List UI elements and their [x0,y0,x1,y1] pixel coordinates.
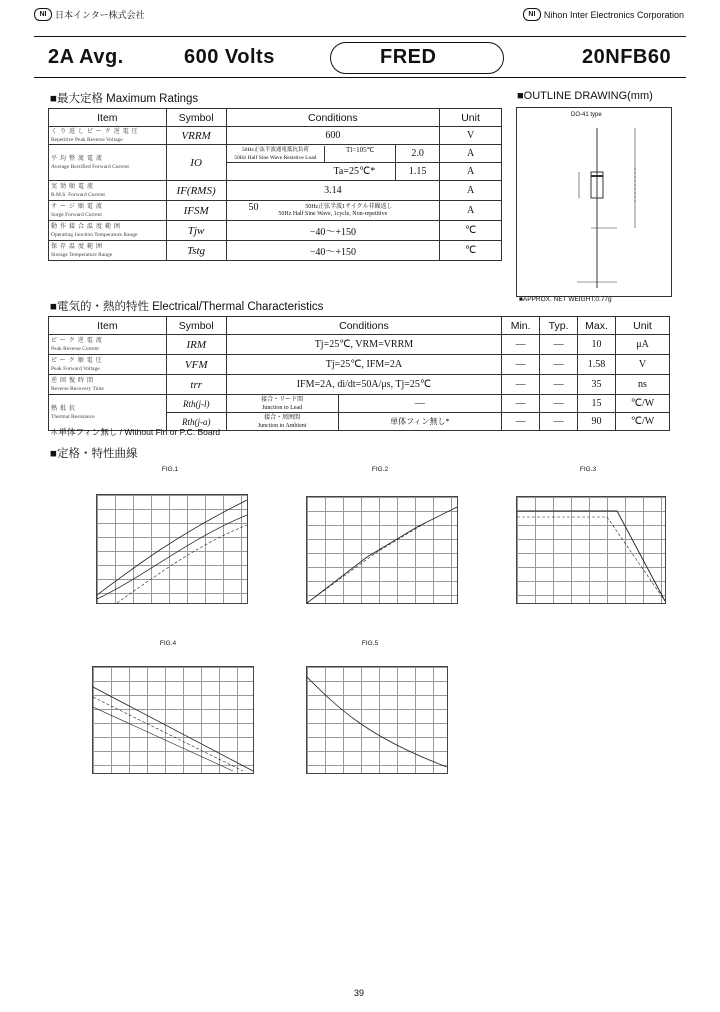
item-en: Average Rectified Forward Current [51,163,129,170]
company-name-jp: 日本インター株式会社 [55,10,145,20]
symbol: VFM [166,355,226,375]
col-item: Item [49,317,167,335]
unit: ℃/W [616,413,670,431]
ni-logo-icon: NI [34,8,52,21]
table-row [49,355,670,375]
item-en: Operating Junction Temperature Range [51,231,138,238]
table-row [49,145,502,163]
cond-jp: 接合・リード間 [261,396,304,403]
col-symbol: Symbol [166,109,226,127]
symbol: Rth(j-l) [166,395,226,413]
max: 15 [578,395,616,413]
outline-weight: ■APPROX. NET WEIGHT:0.77g [519,296,612,303]
max-ratings-heading: ■最大定格 Maximum Ratings [50,93,199,105]
col-conditions: Conditions [226,109,440,127]
typ: — [540,355,578,375]
item-jp: くり返しピーク逆電圧 [51,128,141,135]
unit: V [616,355,670,375]
table-row [49,395,670,413]
cond-en: Junction to Lead [262,404,303,411]
outline-type: DO-41 type [571,112,602,118]
cond-note: 50Hz正弦半波1サイクル非繰返し [305,203,393,210]
fig-label: FIG.5 [361,640,379,647]
cond-en: 50Hz Half Sine Wave, 1cycle, Non-repetitive [278,210,388,217]
item-en: Peak Reverse Current [51,345,99,352]
outline-drawing [516,107,672,297]
cond-en: Junction to Ambient [257,422,307,429]
col-unit: Unit [616,317,670,335]
min: — [502,413,540,431]
unit: A [440,145,502,163]
symbol: trr [166,375,226,395]
condition: 50 [248,201,259,213]
fig2 [300,466,460,473]
fig5-plot [306,666,448,774]
symbol: IFSM [166,201,226,221]
fig2-plot [306,496,458,604]
condition: 600 [226,127,440,145]
device-type: FRED [380,46,437,68]
item-jp: 保存温度範囲 [51,243,106,250]
fig-label: FIG.3 [579,466,597,473]
cond-en: 50Hz Half Sine Wave Resistive Load [234,154,317,161]
company-logo-right [523,8,684,21]
min: — [502,335,540,355]
cond-jp: 接合・周囲間 [264,414,301,421]
unit: ns [616,375,670,395]
min: — [502,355,540,375]
cond2: 単体フィン無し* [338,413,502,431]
symbol: IF(RMS) [166,181,226,201]
item-jp: 熱抵抗 [51,405,79,412]
item-en: Storage Temperature Range [51,251,113,258]
table-row [49,375,670,395]
max: 90 [578,413,616,431]
header-rule [34,36,686,37]
symbol: Tjw [166,221,226,241]
symbol: VRRM [166,127,226,145]
ni-logo-icon: NI [523,8,541,21]
item-jp: 実効順電流 [51,183,97,190]
fig5-curves [307,667,447,773]
diode-outline-icon [517,108,671,296]
fig-label: FIG.1 [161,466,179,473]
condition: 3.14 [226,181,440,201]
title-band [34,41,686,75]
condition: Tj=25℃, VRM=VRRM [226,335,501,355]
item-jp: 平均整流電流 [51,155,106,162]
item-jp: 逆回復時間 [51,377,97,384]
unit: A [440,163,502,181]
cond-sub2: Ta=25℃* [226,163,396,181]
table-row [49,221,502,241]
col-symbol: Symbol [166,317,226,335]
fig-label: FIG.2 [371,466,389,473]
max: 10 [578,335,616,355]
fig4 [68,640,268,647]
item-jp: 動作接合温度範囲 [51,223,124,230]
unit: ℃ [440,241,502,261]
col-conditions: Conditions [226,317,501,335]
elec-heading: ■電気的・熱的特性 Electrical/Thermal Characteristics [50,301,324,313]
max: 1.58 [578,355,616,375]
part-number: 20NFB60 [582,46,672,68]
unit: A [440,201,502,221]
unit: ℃ [440,221,502,241]
band-rule [34,77,686,78]
max: 35 [578,375,616,395]
item-jp: ピーク順電圧 [51,357,105,364]
page-number: 39 [354,988,365,998]
col-typ: Typ. [540,317,578,335]
item-en: Peak Forward Voltage [51,365,100,372]
typ: — [540,375,578,395]
cond-sub1: Tl=105℃ [345,145,375,154]
value: 1.15 [396,163,440,181]
max-ratings-table [48,108,502,261]
fig4-plot [92,666,254,774]
symbol: Rth(j-a) [166,413,226,431]
rated-voltage: 600 Volts [184,46,275,68]
condition: −40〜+150 [226,221,440,241]
company-name-en: Nihon Inter Electronics Corporation [543,9,684,20]
item-en: Surge Forward Current [51,211,102,218]
table-row [49,201,502,221]
fig3-plot [516,496,666,604]
cond2: — [338,395,502,413]
outline-heading: ■OUTLINE DRAWING(mm) [517,90,653,102]
company-logo-left [34,8,145,21]
fig4-curves [93,667,253,773]
symbol: Tstg [166,241,226,261]
min: — [502,395,540,413]
fig1-plot [96,494,248,604]
elec-table [48,316,670,431]
typ: — [540,335,578,355]
cond-jp: 50Hz正弦半波通電抵抗負荷 [241,146,309,153]
item-jp: サージ順電流 [51,203,105,210]
fig1 [90,466,250,473]
col-max: Max. [578,317,616,335]
unit: A [440,181,502,201]
typ: — [540,395,578,413]
min: — [502,375,540,395]
item-en: Reverse Recovery Time [51,385,104,392]
fig-label: FIG.4 [159,640,177,647]
col-unit: Unit [440,109,502,127]
col-item: Item [49,109,167,127]
curves-heading: ■定格・特性曲線 [50,448,138,460]
col-min: Min. [502,317,540,335]
condition: Tj=25℃, IFM=2A [226,355,501,375]
typ: — [540,413,578,431]
fig2-curves [307,497,457,603]
footnote: ＊単体フィン無し / Without Fin or P.C. Board [50,427,221,437]
value: 2.0 [396,145,440,163]
unit: μA [616,335,670,355]
table-row [49,335,670,355]
condition: IFM=2A, di/dt=50A/μs, Tj=25℃ [226,375,501,395]
table-row [49,181,502,201]
fig1-curves [97,495,247,603]
symbol: IO [166,145,226,181]
table-row [49,127,502,145]
item-en: Repetitive Peak Reverse Voltage [51,136,123,143]
fig3-curves [517,497,665,603]
condition: −40〜+150 [226,241,440,261]
table-row [49,241,502,261]
rated-current: 2A Avg. [48,46,124,68]
unit: ℃/W [616,395,670,413]
item-en: R.M.S. Forward Current [51,191,105,198]
symbol: IRM [166,335,226,355]
item-en: Thermal Resistance [51,413,95,420]
item-jp: ピーク逆電流 [51,337,105,344]
fig3 [508,466,668,473]
fig5 [290,640,450,647]
unit: V [440,127,502,145]
